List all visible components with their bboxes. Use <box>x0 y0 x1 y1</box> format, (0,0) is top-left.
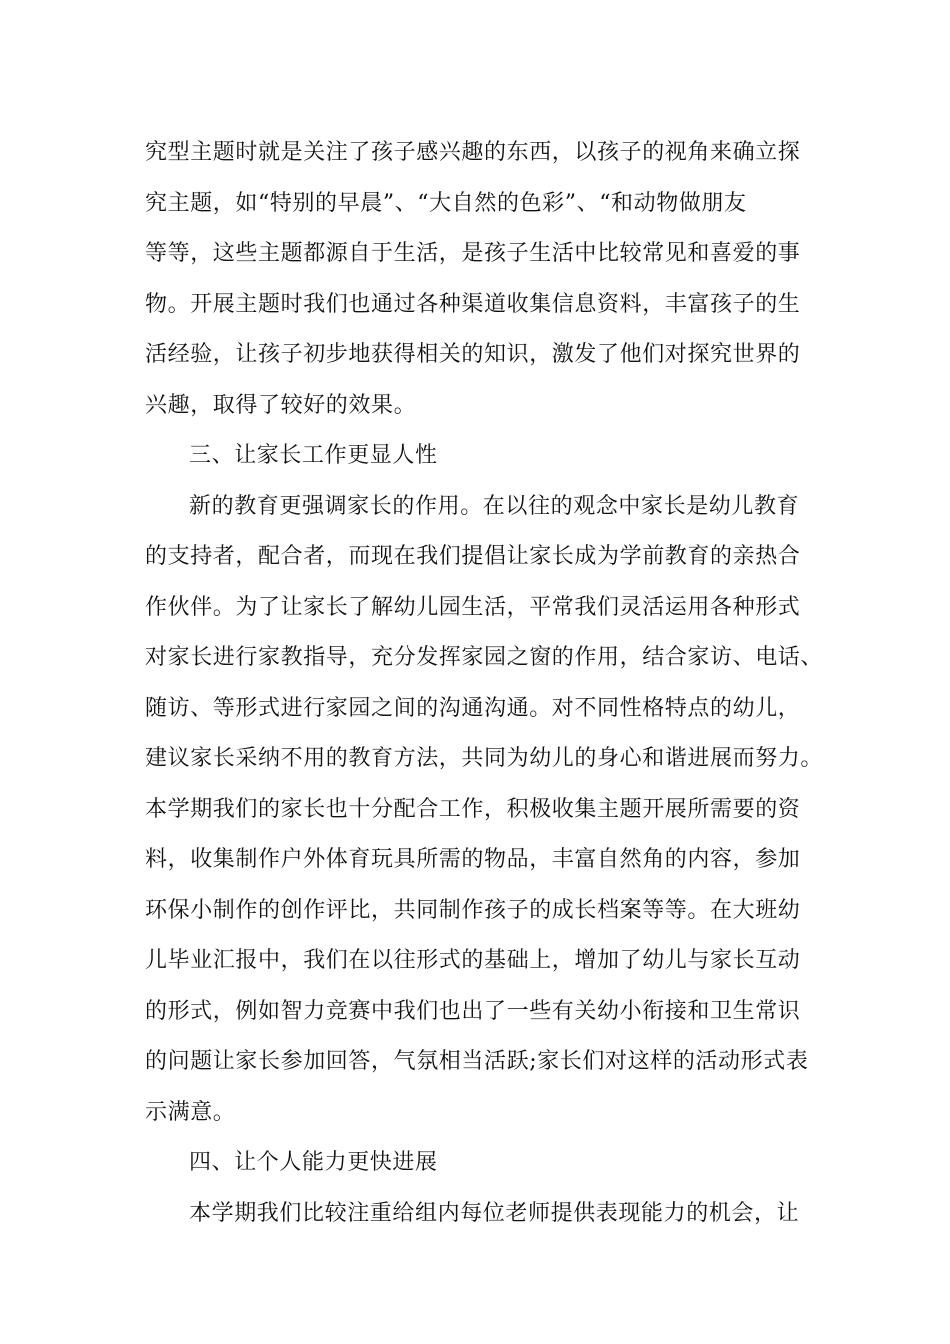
section-heading: 三、让家长工作更显人性 <box>189 443 438 468</box>
text-line: 对家长进行家教指导，充分发挥家园之窗的作用，结合家访、电话、 <box>145 645 824 670</box>
section-heading: 四、让个人能力更快进展 <box>189 1150 438 1175</box>
text-line: 活经验，让孩子初步地获得相关的知识，激发了他们对探究世界的 <box>145 342 801 367</box>
text-line: 物。开展主题时我们也通过各种渠道收集信息资料，丰富孩子的生 <box>145 291 801 317</box>
text-line: 的问题让家长参加回答，气氛相当活跃;家长们对这样的活动形式表 <box>145 1049 809 1074</box>
text-line: 料，收集制作户外体育玩具所需的物品，丰富自然角的内容，参加 <box>145 847 801 872</box>
text-line: 新的教育更强调家长的作用。在以往的观念中家长是幼儿教育 <box>189 493 800 519</box>
text-line: 的形式，例如智力竞赛中我们也出了一些有关幼小衔接和卫生常识 <box>145 998 801 1024</box>
text-line: 作伙伴。为了让家长了解幼儿园生活，平常我们灵活运用各种形式 <box>145 594 801 620</box>
text-line: 建议家长采纳不用的教育方法，共同为幼儿的身心和谐进展而努力。 <box>145 746 824 771</box>
text-line: 本学期我们的家长也十分配合工作，积极收集主题开展所需要的资 <box>145 796 801 822</box>
text-line: 儿毕业汇报中，我们在以往形式的基础上，增加了幼儿与家长互动 <box>145 948 801 973</box>
text-line: 的支持者，配合者，而现在我们提倡让家长成为学前教育的亲热合 <box>145 544 801 569</box>
text-line: 本学期我们比较注重给组内每位老师提供表现能力的机会，让 <box>189 1200 800 1226</box>
text-line: 究型主题时就是关注了孩子感兴趣的东西，以孩子的视角来确立探 <box>145 140 801 165</box>
text-line: 究主题，如“特别的早晨”、“大自然的色彩”、“和动物做朋友 <box>145 190 747 216</box>
text-line: 示满意。 <box>145 1099 236 1125</box>
text-line: 随访、等形式进行家园之间的沟通沟通。对不同性格特点的幼儿， <box>145 695 801 721</box>
text-line: 兴趣，取得了较好的效果。 <box>145 392 417 418</box>
text-line: 等等，这些主题都源自于生活，是孩子生活中比较常见和喜爱的事 <box>145 241 801 266</box>
text-line: 环保小制作的创作评比，共同制作孩子的成长档案等等。在大班幼 <box>145 897 801 923</box>
